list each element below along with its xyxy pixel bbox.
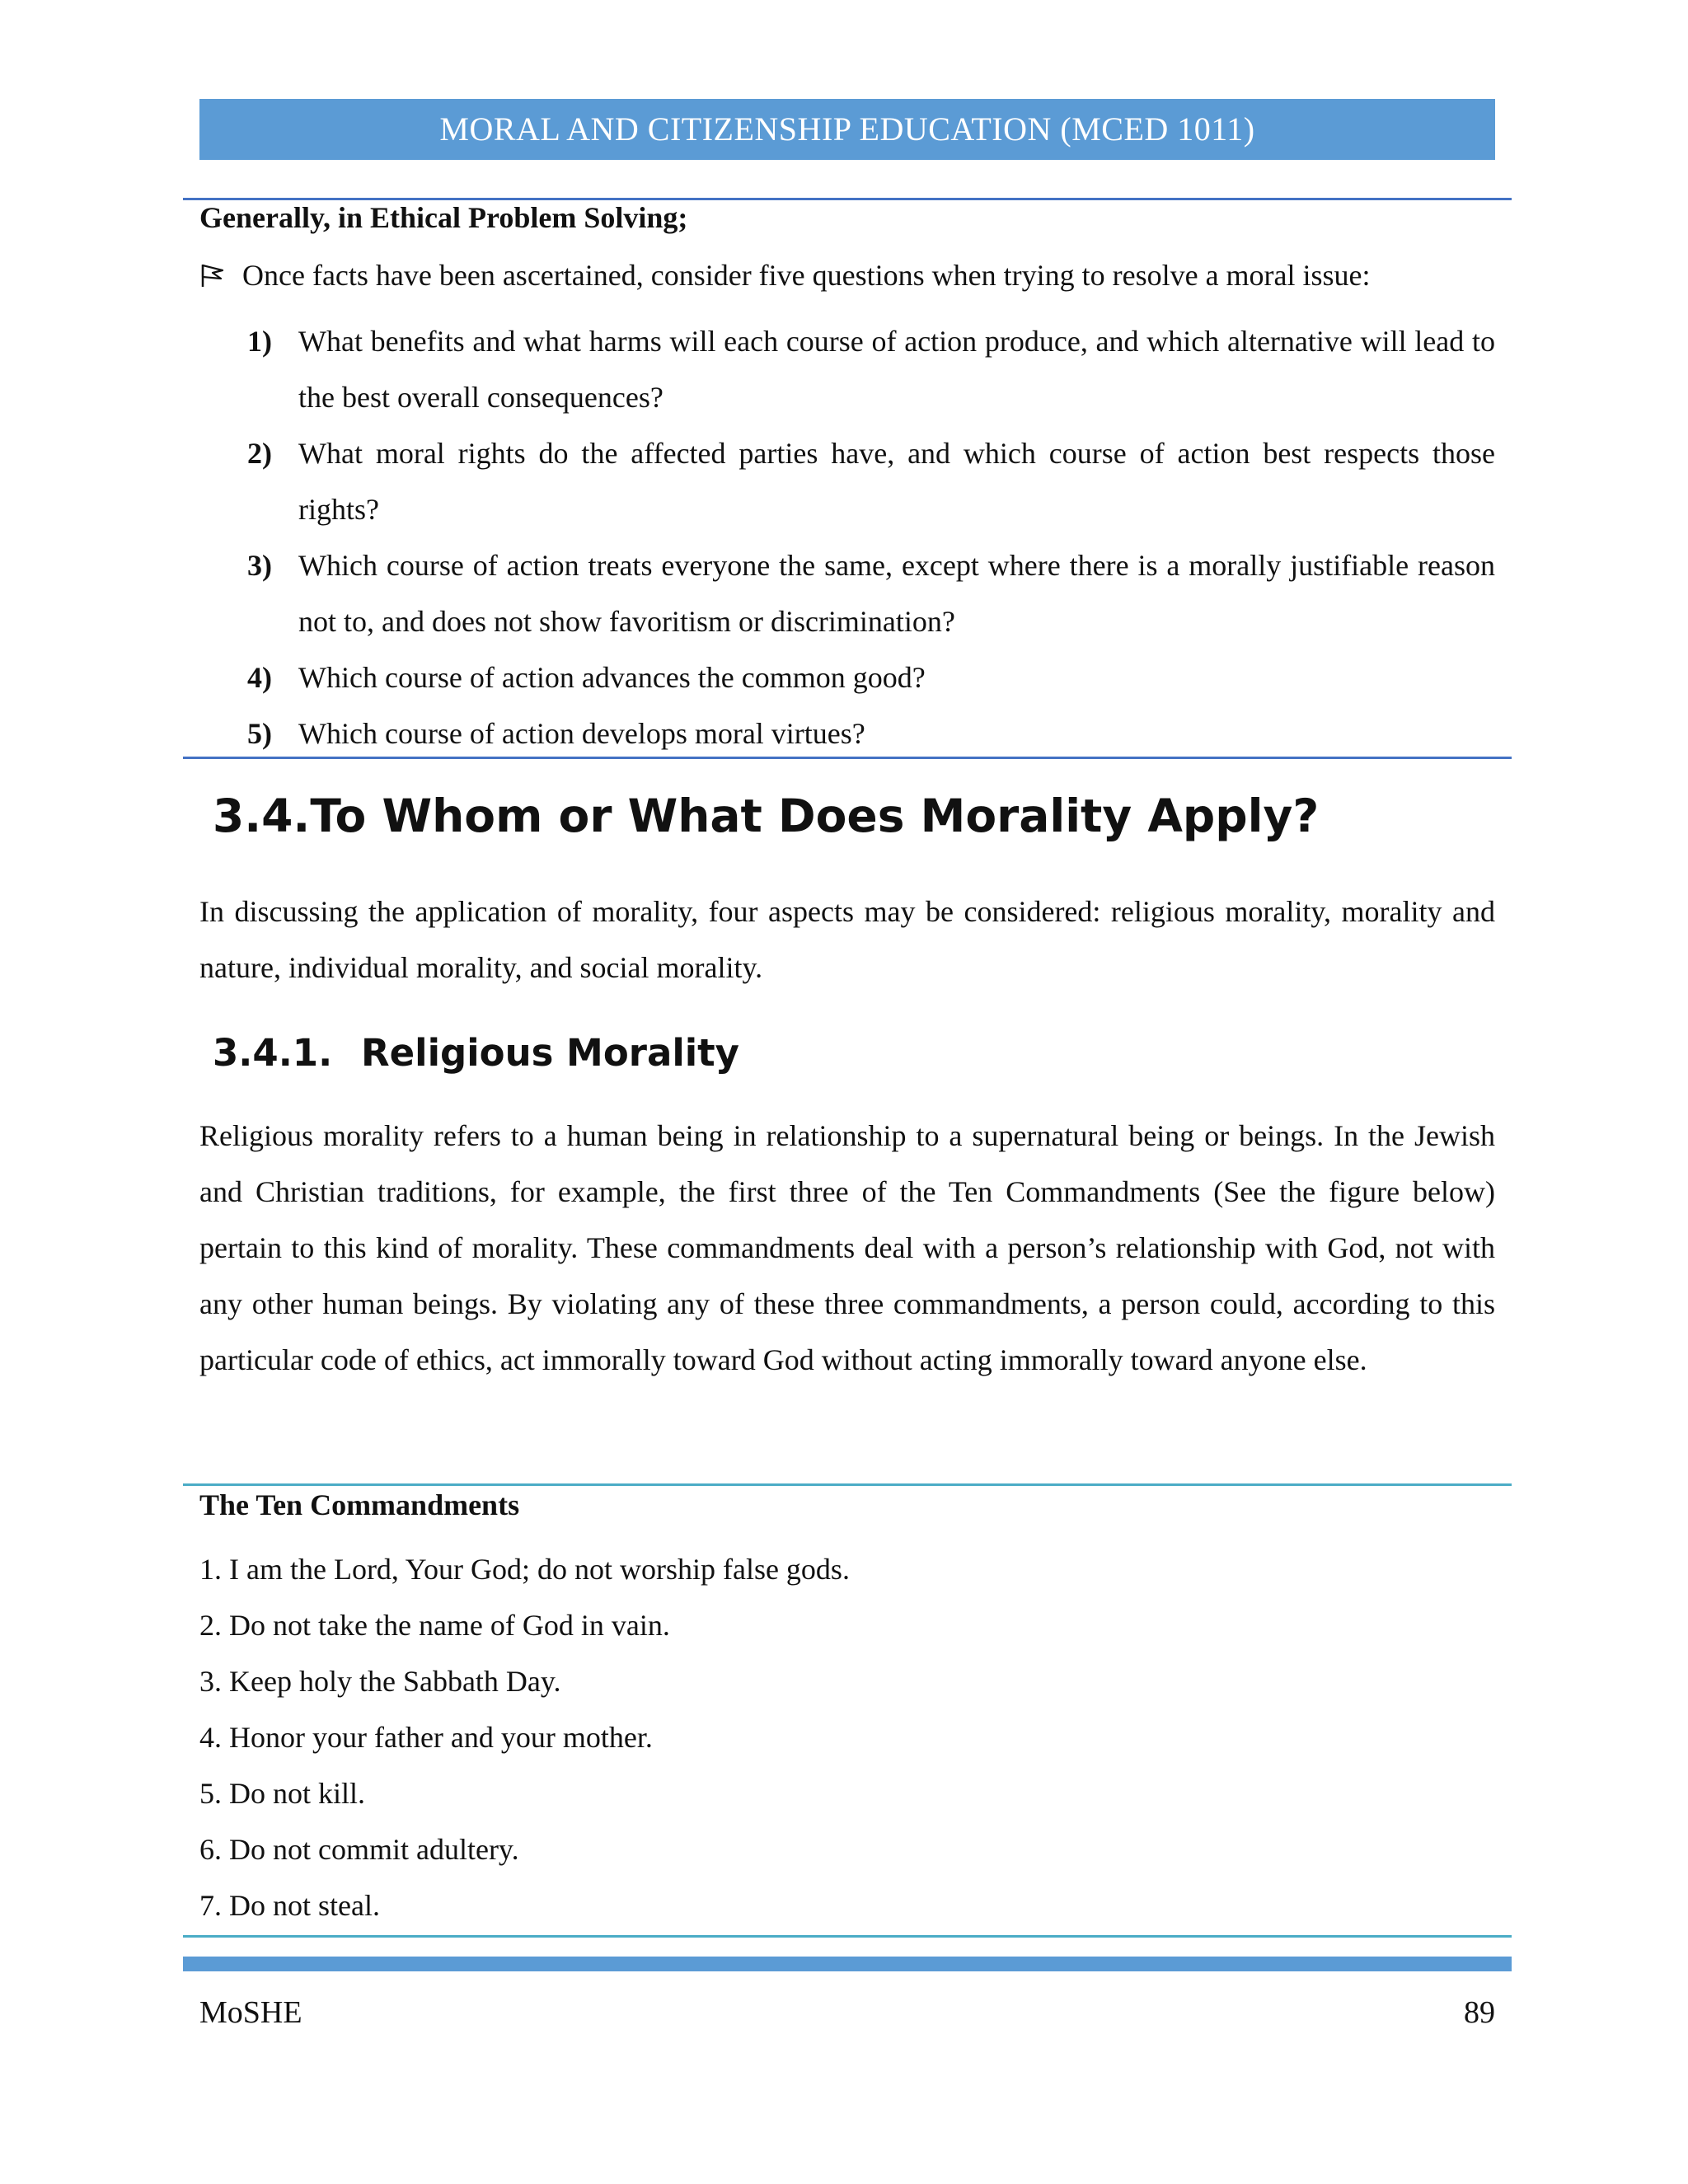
question-text: What benefits and what harms will each course of action produce, and which alternative will lead to the best overall consequences?	[298, 325, 1495, 414]
page-number: 89	[1464, 1995, 1495, 2030]
flag-icon	[199, 262, 226, 288]
subsection-paragraph: Religious morality refers to a human being in relationship to a supernatural being or beings. In the Jewish and Christian traditions, for example, the first three of the Ten Commandments (See the figure below) pertain to this kind of morality. These commandments deal with a person’s relationship with God, not with any other human beings. By violating any of these three commandments, a person could, according to this particular code of ethics, act immorally toward God without acting immorally toward anyone else.	[199, 1119, 1495, 1376]
question-number: 2)	[247, 437, 272, 470]
bullet-text: Once facts have been ascertained, consider five questions when trying to resolve a moral issue:	[242, 259, 1371, 292]
question-text: What moral rights do the affected parties have, and which course of action best respects those rights?	[298, 437, 1495, 526]
list-item: 1. I am the Lord, Your God; do not worship false gods.	[199, 1553, 850, 1586]
subsection-title: Religious Morality	[361, 1031, 740, 1075]
section-heading: 3.4.To Whom or What Does Morality Apply?	[213, 790, 1320, 842]
question-number: 4)	[247, 661, 272, 694]
question-item	[247, 425, 1495, 537]
bullet-item	[199, 257, 1371, 293]
question-item	[247, 705, 1495, 762]
box-title: Generally, in Ethical Problem Solving;	[199, 201, 688, 234]
figure-bottom-rule	[183, 1935, 1512, 1938]
box-bottom-rule	[183, 757, 1512, 759]
question-number: 1)	[247, 325, 272, 358]
question-item	[247, 313, 1495, 425]
commandments-list	[199, 1541, 850, 1933]
list-item: 5. Do not kill.	[199, 1777, 366, 1810]
footer-label: MoSHE	[199, 1995, 302, 2030]
list-item: 4. Honor your father and your mother.	[199, 1721, 653, 1754]
question-text: Which course of action develops moral virtues?	[298, 717, 865, 750]
subsection-number: 3.4.1.	[213, 1031, 333, 1075]
question-item	[247, 649, 1495, 705]
figure-top-rule	[183, 1483, 1512, 1486]
question-number: 5)	[247, 717, 272, 750]
list-item: 6. Do not commit adultery.	[199, 1833, 519, 1866]
question-text: Which course of action treats everyone the same, except where there is a morally justifiable reason not to, and does not show favoritism or discrimination?	[298, 549, 1495, 638]
list-item: 3. Keep holy the Sabbath Day.	[199, 1665, 561, 1698]
question-item	[247, 537, 1495, 649]
figure-title: The Ten Commandments	[199, 1488, 520, 1521]
question-text: Which course of action advances the common good?	[298, 661, 926, 694]
section-intro: In discussing the application of morality, four aspects may be considered: religious morality, morality and nature, individual morality, and social morality.	[199, 895, 1495, 984]
subsection-heading	[213, 1029, 739, 1078]
footer-bar	[183, 1957, 1512, 1971]
list-item: 7. Do not steal.	[199, 1889, 380, 1922]
page-header: MORAL AND CITIZENSHIP EDUCATION (MCED 1011)	[199, 99, 1495, 160]
list-item: 2. Do not take the name of God in vain.	[199, 1609, 670, 1642]
question-number: 3)	[247, 549, 272, 582]
question-list	[247, 313, 1495, 762]
